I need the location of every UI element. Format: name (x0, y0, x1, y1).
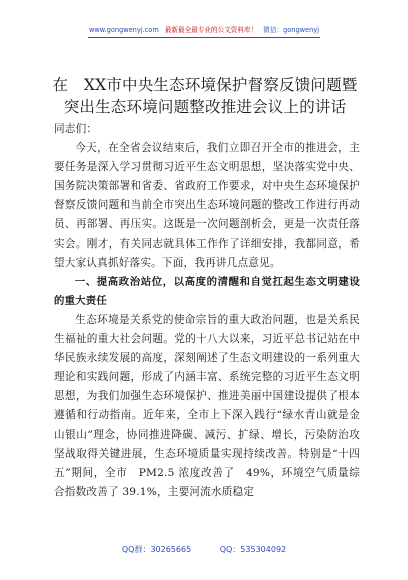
site-slogan: 最新最全最专业的公文资料库！ (164, 26, 258, 34)
wechat-id: 微信：gongwenyj (263, 26, 320, 34)
salutation: 同志们： (54, 123, 98, 135)
section-heading-1: 一、提高政治站位，以高度的清醒和自觉扛起生态文明建设的重大责任 (54, 275, 360, 307)
paragraph-intro: 今天，在全省会议结束后，我们立即召开全市的推进会，主要任务是深入学习贯彻习近平生态文明思想，坚决落实党中央、国务院决策部署和省委、省政府工作要求，对中央生态环境保护督察反馈问题和当前全市突出生态环境问题的整改工作进行再动员、再部署、再压实。这既是一次问题剖析会，更是一次责任落实会。刚才，有关同志就具体工作作了详细安排，我都同意，希望大家认真抓好落实。下面，我再讲几点意见。 (54, 142, 360, 269)
title-line-1: 在 XX市中央生态环境保护督察反馈问题暨 (52, 76, 358, 94)
qq-contact: QQ：535304092 (219, 545, 287, 554)
site-footer (0, 545, 408, 555)
document-title (40, 74, 370, 118)
title-line-2: 突出生态环境问题整改推进会议上的讲话 (63, 98, 347, 116)
qq-group: QQ群：30265665 (121, 545, 192, 554)
document-body (54, 120, 360, 502)
header-divider (88, 37, 320, 38)
site-header (0, 26, 408, 34)
site-url[interactable]: www.gongwenyj.com (88, 26, 159, 34)
paragraph-section-1: 生态环境是关系党的使命宗旨的重大政治问题，也是关系民生福祉的重大社会问题。党的十八大以来，习近平总书记站在中华民族永续发展的高度，深刻阐述了生态文明建设的一系列重大理论和实践问题，形成了内涵丰富、系统完整的习近平生态文明思想，为我们加强生态环境保护、推进美丽中国建设提供了根本遵循和行动指南。近年来，全市上下深入践行“绿水青山就是金山银山”理念，协同推进降碳、减污、扩绿、增长，污染防治攻坚战取得关键进展，生态环境质量实现持续改善。特别是“十四五”期间，全市 PM2.5 浓度改善了 49%，环境空气质量综合指数改善了 39.1%，主要河流水质稳定 (54, 313, 360, 498)
